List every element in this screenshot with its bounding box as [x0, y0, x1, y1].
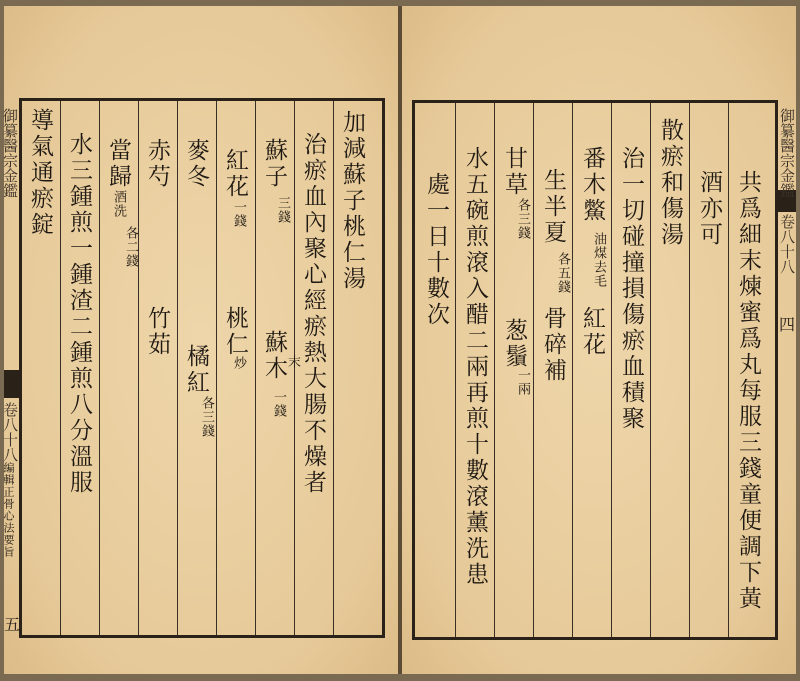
column-rule — [533, 103, 534, 637]
column-rule — [99, 101, 100, 635]
herb-name: 當歸 — [105, 138, 131, 190]
column-rule — [333, 101, 334, 635]
herb-note: 末 — [285, 355, 300, 369]
herb-name: 麥冬 — [183, 138, 209, 190]
margin-volume: 卷八十八 — [1, 402, 19, 462]
decoction-instructions: 水五碗煎滾入醋二兩再煎十數滾薰洗患 — [462, 146, 488, 588]
herb-dose: 一兩 — [515, 368, 530, 396]
herb-name: 竹茹 — [144, 306, 170, 358]
next-formula-title: 導氣通瘀錠 — [27, 108, 53, 238]
formula-title: 散瘀和傷湯 — [657, 118, 683, 248]
text-column: 處一日十數次 — [423, 172, 449, 328]
herb-name: 紅花 — [222, 148, 248, 200]
column-rule — [255, 101, 256, 635]
herb-note: 酒洗 — [111, 190, 126, 218]
margin-section: 編輯正骨心法要旨 — [2, 462, 15, 558]
herb-dose: 各三錢 — [199, 396, 214, 438]
herb-dose: 一錢 — [231, 200, 246, 228]
page-number: 四 — [779, 315, 796, 334]
herb-note: 炒 — [231, 356, 246, 370]
herb-name: 蘇木 — [261, 330, 287, 382]
herb-name: 生半夏 — [540, 168, 566, 246]
herb-name: 桃仁 — [222, 306, 248, 358]
herb-name: 番木鱉 — [579, 146, 605, 224]
margin-book-title: 御纂醫宗金鑑 — [1, 108, 19, 198]
text-column: 酒亦可 — [696, 170, 722, 248]
column-rule — [455, 103, 456, 637]
herb-name: 骨碎補 — [540, 306, 566, 384]
herb-name: 葱鬚 — [501, 318, 527, 370]
column-rule — [60, 101, 61, 635]
herb-name: 赤芍 — [144, 138, 170, 190]
herb-name: 甘草 — [501, 146, 527, 198]
margin-volume: 卷八十八 — [778, 214, 796, 274]
page-number: 五 — [4, 615, 21, 634]
herb-dose: 一錢 — [271, 390, 286, 418]
column-rule — [177, 101, 178, 635]
herb-dose: 三錢 — [275, 196, 290, 224]
column-rule — [611, 103, 612, 637]
decoction-instructions: 水三鍾煎一鍾渣二鍾煎八分溫服 — [66, 132, 92, 496]
herb-name: 蘇子 — [261, 138, 287, 190]
column-rule — [650, 103, 651, 637]
formula-indication: 治一切碰撞損傷瘀血積聚 — [618, 146, 644, 432]
column-rule — [689, 103, 690, 637]
column-rule — [728, 103, 729, 637]
herb-name: 紅花 — [579, 306, 605, 358]
herb-dose: 各二錢 — [123, 226, 138, 268]
column-rule — [216, 101, 217, 635]
text-column: 共爲細末煉蜜爲丸每服三錢童便調下黃 — [735, 170, 761, 612]
herb-dose: 各五錢 — [555, 252, 570, 294]
formula-title: 加減蘇子桃仁湯 — [339, 110, 365, 292]
herb-dose: 各三錢 — [515, 198, 530, 240]
fishtail-mark — [4, 370, 20, 398]
column-rule — [138, 101, 139, 635]
herb-note: 油煤去毛 — [591, 232, 606, 288]
formula-indication: 治瘀血內聚心經瘀熱大腸不燥者 — [300, 132, 326, 496]
margin-book-title: 御纂醫宗金鑑 — [778, 108, 796, 198]
column-rule — [494, 103, 495, 637]
herb-name: 橘紅 — [183, 344, 209, 396]
column-rule — [572, 103, 573, 637]
